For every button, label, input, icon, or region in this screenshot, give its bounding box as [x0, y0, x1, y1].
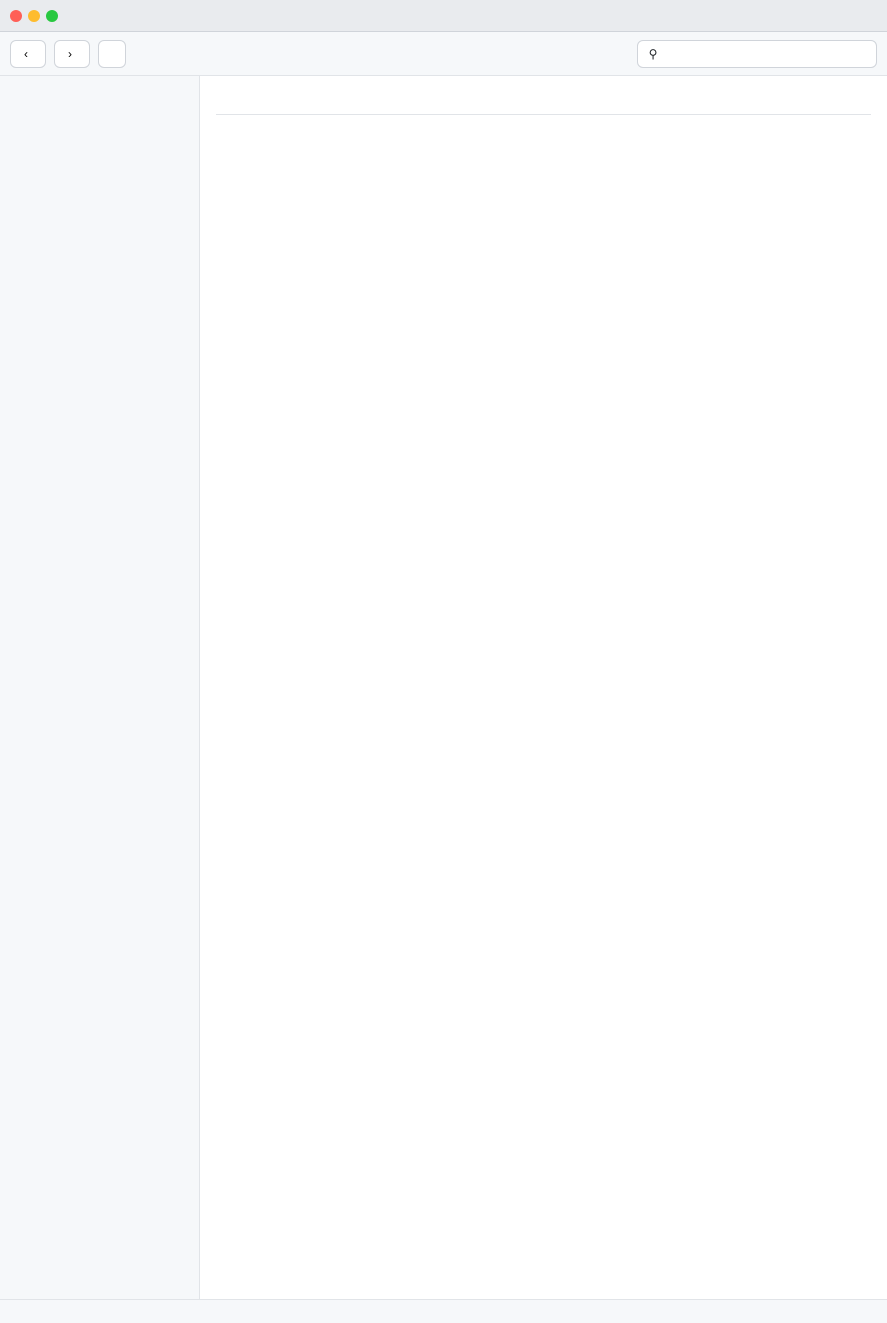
primary-action-button[interactable] — [98, 40, 126, 68]
statusbar — [0, 1299, 887, 1323]
toolbar — [0, 32, 887, 76]
app-body — [0, 76, 887, 1299]
minimize-window-button[interactable] — [28, 10, 40, 22]
tab-bar — [216, 114, 871, 115]
close-window-button[interactable] — [10, 10, 22, 22]
maximize-window-button[interactable] — [46, 10, 58, 22]
window-titlebar — [0, 0, 887, 32]
sidebar — [0, 76, 200, 1299]
sidebar-heading — [6, 86, 193, 94]
chevron-left-icon: ‹ — [24, 46, 28, 61]
main-content — [200, 76, 887, 1299]
search-icon: ⚲ — [648, 46, 658, 61]
window-controls — [10, 10, 58, 22]
search-box — [637, 40, 877, 68]
forward-button[interactable] — [54, 40, 90, 68]
chevron-right-icon: › — [68, 46, 72, 61]
search-input[interactable] — [666, 47, 868, 61]
back-button[interactable] — [10, 40, 46, 68]
